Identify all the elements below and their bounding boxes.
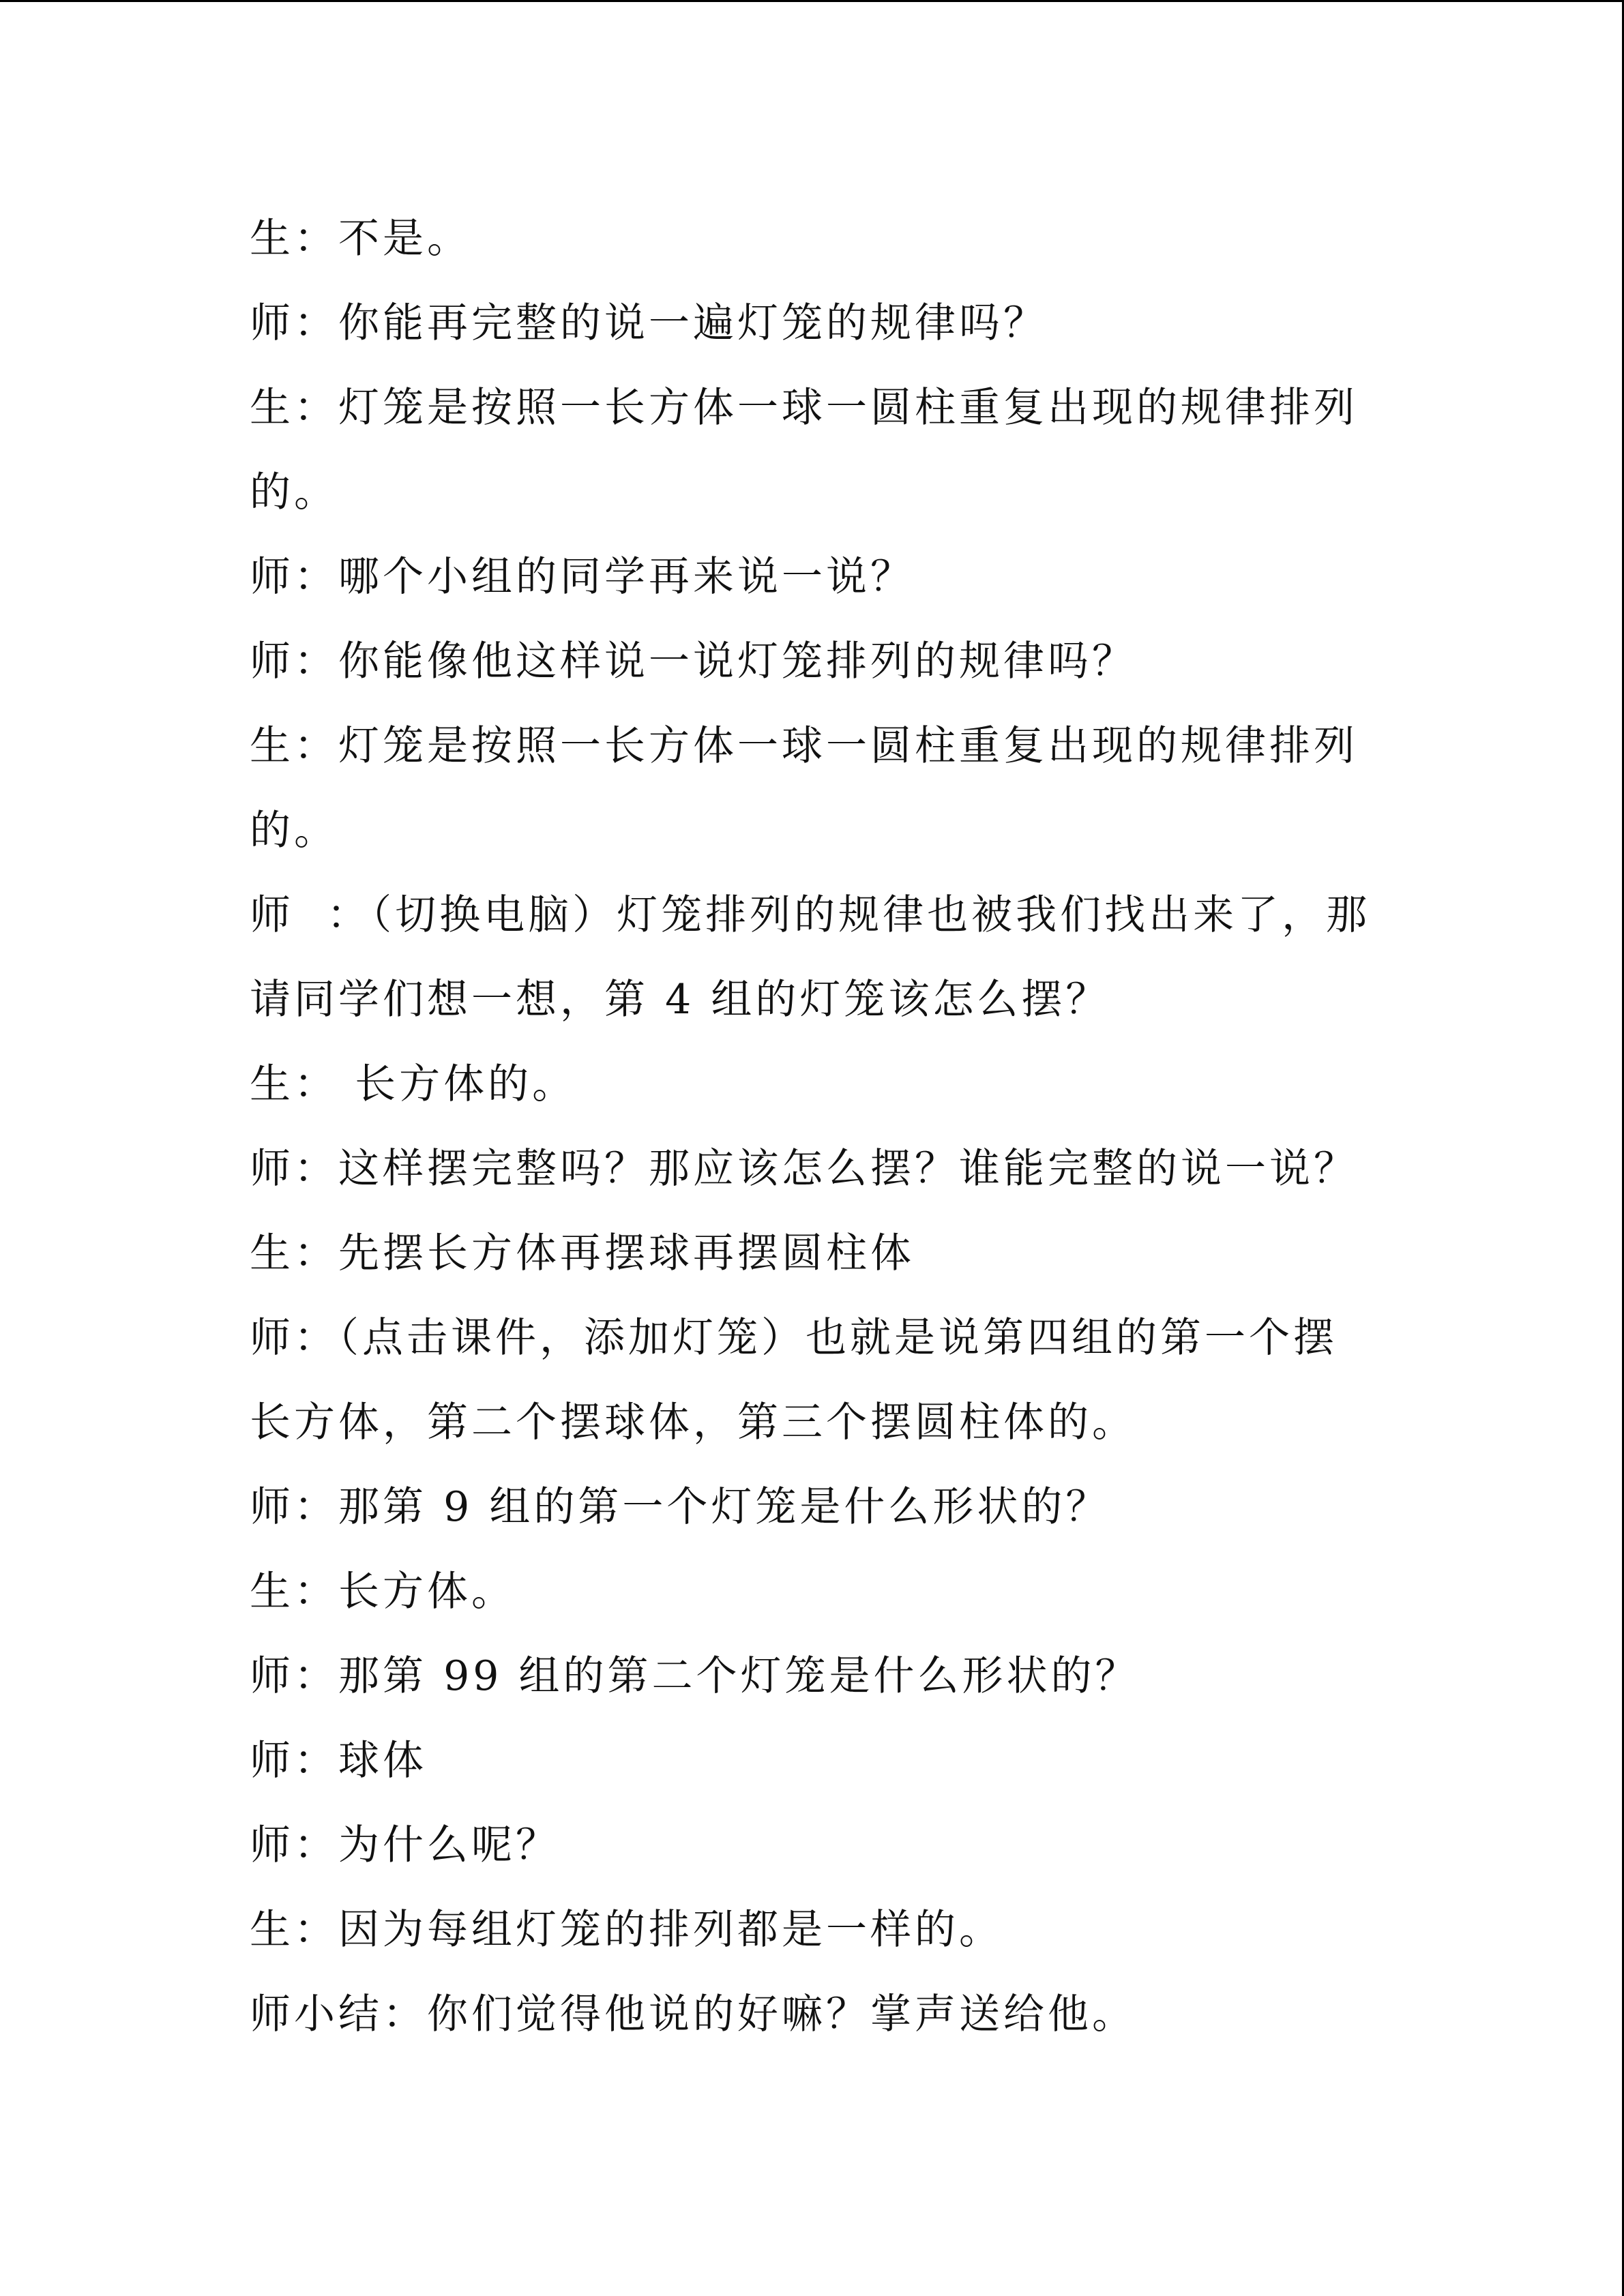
page-border-top: [0, 0, 1624, 2]
text-line: 师：哪个小组的同学再来说一说？: [250, 553, 915, 601]
document-body: [250, 196, 1389, 2057]
text-line: 师：你能再完整的说一遍灯笼的规律吗？: [250, 299, 1048, 347]
text-line: 生：因为每组灯笼的排列都是一样的。: [250, 1906, 1003, 1954]
text-line: 生：先摆长方体再摆球再摆圆柱体: [250, 1229, 915, 1277]
text-line: 的。: [250, 807, 338, 854]
text-line: 生：不是。: [250, 215, 471, 263]
text-line: 长方体，第二个摆球体，第三个摆圆柱体的。: [250, 1399, 1136, 1446]
text-line: 的。: [250, 468, 338, 516]
text-line: 师：那第 99 组的第二个灯笼是什么形状的？: [250, 1652, 1140, 1700]
text-line: 生：长方体。: [250, 1568, 516, 1615]
text-line: 师小结：你们觉得他说的好嘛？掌声送给他。: [250, 1991, 1136, 2038]
text-line: 师：（点击课件，添加灯笼）也就是说第四组的第一个摆: [250, 1314, 1338, 1362]
text-line: 生：灯笼是按照一长方体一球一圆柱重复出现的规律排列: [250, 722, 1358, 770]
text-line: 师：这样摆完整吗？那应该怎么摆？谁能完整的说一说？: [250, 1145, 1358, 1193]
text-line: 师 ：（切换电脑）灯笼排列的规律也被我们找出来了，那: [250, 891, 1371, 939]
text-line: 师：那第 9 组的第一个灯笼是什么形状的？: [250, 1483, 1110, 1531]
text-line: 生：灯笼是按照一长方体一球一圆柱重复出现的规律排列: [250, 384, 1358, 432]
text-line: 生： 长方体的。: [250, 1060, 577, 1108]
text-line: 师：你能像他这样说一说灯笼排列的规律吗？: [250, 638, 1136, 685]
text-line: 请同学们想一想，第 4 组的灯笼该怎么摆？: [250, 976, 1110, 1024]
text-line: 师：球体: [250, 1737, 427, 1785]
text-line: 师：为什么呢？: [250, 1821, 560, 1869]
